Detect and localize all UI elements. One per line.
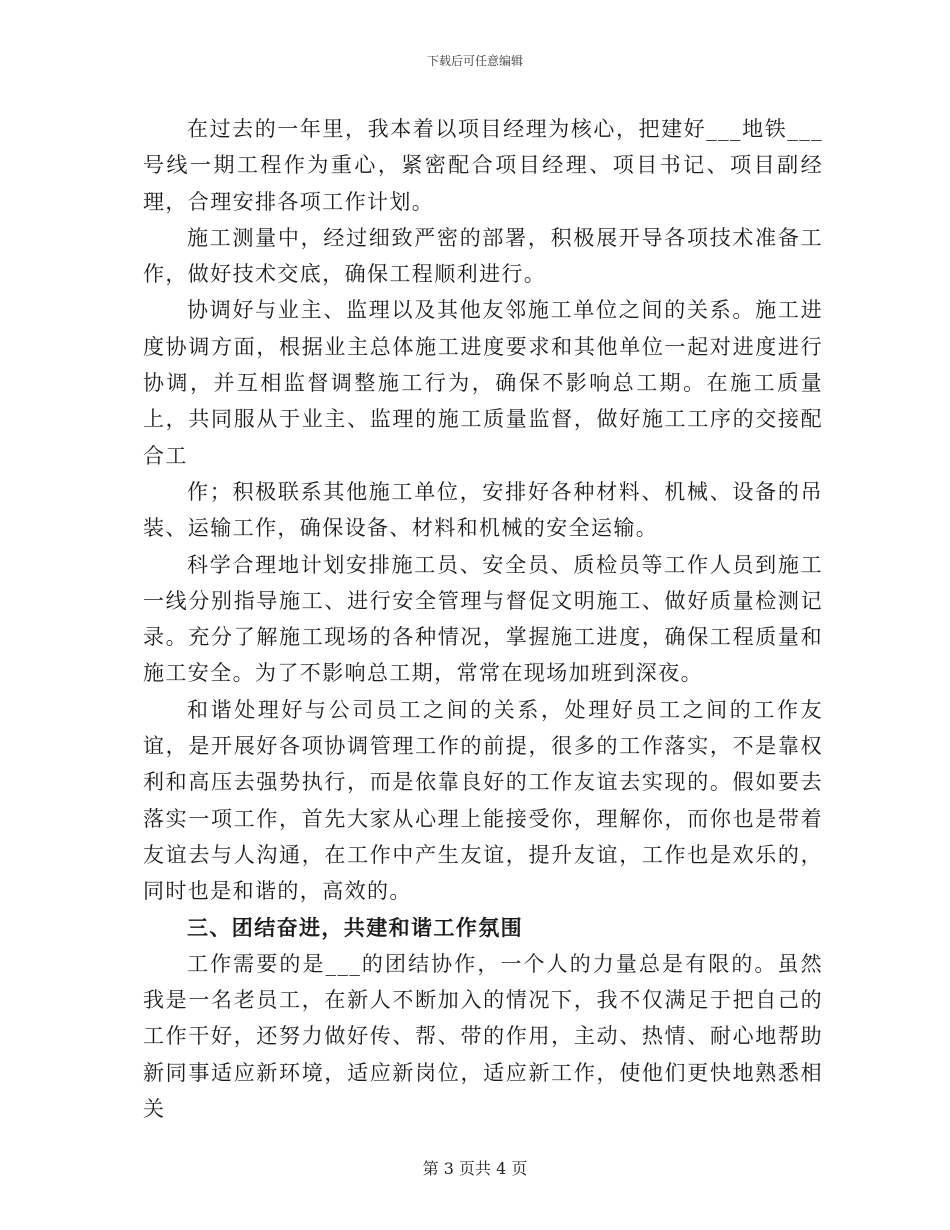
paragraph-construction-survey: 施工测量中，经过细致严密的部署，积极展开导各项技术准备工作，做好技术交底，确保工程顺利进行。 [143, 225, 823, 287]
paragraph-coordination: 协调好与业主、监理以及其他友邻施工单位之间的关系。施工进度协调方面，根据业主总体施工进度要求和其他单位一起对进度进行协调，并互相监督调整施工行为，确保不影响总工期。在施工质量上，共同服从于业主、监理的施工质量监督，做好施工工序的交接配合工 [143, 298, 823, 468]
paragraph-project-role: 在过去的一年里，我本着以项目经理为核心，把建好___地铁___号线一期工程作为重心，紧密配合项目经理、项目书记、项目副经理，合理安排各项工作计划。 [143, 117, 823, 214]
section-heading: 三、团结奋进，共建和谐工作氛围 [187, 914, 523, 940]
paragraph-teamwork: 工作需要的是___的团结协作，一个人的力量总是有限的。虽然我是一名老员工，在新人不断加入的情况下，我不仅满足于把自己的工作干好，还努力做好传、帮、带的作用，主动、热情、耐心地帮助新同事适应新环境，适应新岗位，适应新工作，使他们更快地熟悉相关 [143, 951, 823, 1122]
page-header: 下载后可任意编辑 [426, 54, 523, 68]
document-body [143, 111, 823, 1127]
page-footer: 第 3 页共 4 页 [422, 1159, 528, 1178]
paragraph-transport: 作；积极联系其他施工单位，安排好各种材料、机械、设备的吊装、运输工作，确保设备、材料和机械的安全运输。 [143, 479, 823, 541]
paragraph-staff-planning: 科学合理地计划安排施工员、安全员、质检员等工作人员到施工一线分别指导施工、进行安全管理与督促文明施工、做好质量检测记录。充分了解施工现场的各种情况，掌握施工进度，确保工程质量和施工安全。为了不影响总工期，常常在现场加班到深夜。 [143, 552, 823, 686]
paragraph-harmony: 和谐处理好与公司员工之间的关系，处理好员工之间的工作友谊，是开展好各项协调管理工作的前提，很多的工作落实，不是靠权利和高压去强势执行，而是依靠良好的工作友谊去实现的。假如要去落实一项工作，首先大家从心理上能接受你，理解你，而你也是带着友谊去与人沟通，在工作中产生友谊，提升友谊，工作也是欢乐的，同时也是和谐的，高效的。 [143, 697, 823, 904]
